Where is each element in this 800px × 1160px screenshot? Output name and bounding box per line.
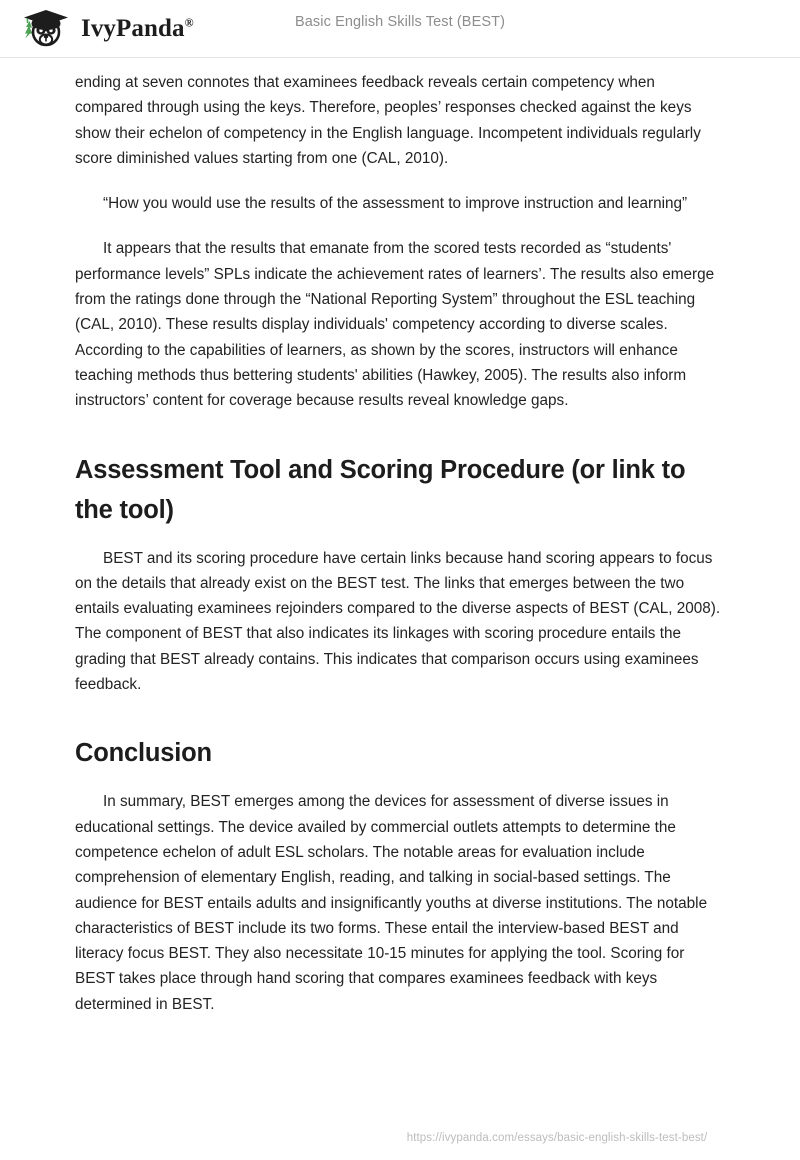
paragraph: “How you would use the results of the assessment to improve instruction and learning” — [103, 195, 688, 213]
footer-source-url[interactable]: https://ivypanda.com/essays/basic-english-skills-test-best/ — [406, 1132, 708, 1144]
heading-spacer — [75, 717, 725, 733]
registered-trademark-icon: ® — [184, 15, 194, 30]
paragraph: In summary, BEST emerges among the devices for assessment of diverse issues in educational settings. The device availed by commercial outlets attempts to determine the competence echelon of adult ESL scholars. The notable areas for evaluation include comprehension of elementary English, reading, and talking in social-based settings. The audience for BEST entails adults and insignificantly youths at diverse institutions. The notable characteristics of BEST include its two forms. These entail the interview-based BEST and literacy focus BEST. They also necessitate 10-15 minutes for applying the tool. Scoring for BEST takes place through hand scoring that compares examinees feedback with keys determined in BEST. — [75, 793, 708, 1013]
section-heading-conclusion: Conclusion — [75, 739, 212, 768]
document-content — [75, 70, 725, 1037]
paragraph: BEST and its scoring procedure have certain links because hand scoring appears to focus on the details that already exist on the BEST test. The links that emerges between the two entails evaluating examinees rejoinders compared to the diverse aspects of BEST (CAL, 2008). The component of BEST that also indicates its linkages with scoring procedure entails the grading that BEST already contains. This indicates that comparison occurs using examinees feedback. — [75, 549, 721, 694]
paragraph: It appears that the results that emanate from the scored tests recorded as “students' performance levels” SPLs indicate the achievement rates of learners’. The results also emerge from the ratings done through the “National Reporting System” throughout the ESL teaching (CAL, 2010). These results display individuals' competency according to diverse scales. According to the capabilities of learners, as shown by the scores, instructors will enhance teaching methods thus bettering students' abilities (Hawkey, 2005). The results also inform instructors’ content for coverage because results reveal knowledge gaps. — [75, 240, 715, 410]
page-title: Basic English Skills Test (BEST) — [294, 14, 506, 30]
brand-name-text: IvyPanda — [81, 14, 185, 42]
section-heading-assessment-tool: Assessment Tool and Scoring Procedure (or link to the tool) — [75, 455, 686, 524]
heading-spacer — [75, 434, 725, 450]
paragraph: ending at seven connotes that examinees feedback reveals certain competency when compared through using the keys. Therefore, peoples’ responses checked against the keys show their echelon of competency in the English language. Incompetent individuals regularly score diminished values starting from one (CAL, 2010). — [75, 74, 701, 167]
page-footer — [0, 1128, 800, 1146]
page-header — [0, 0, 800, 58]
